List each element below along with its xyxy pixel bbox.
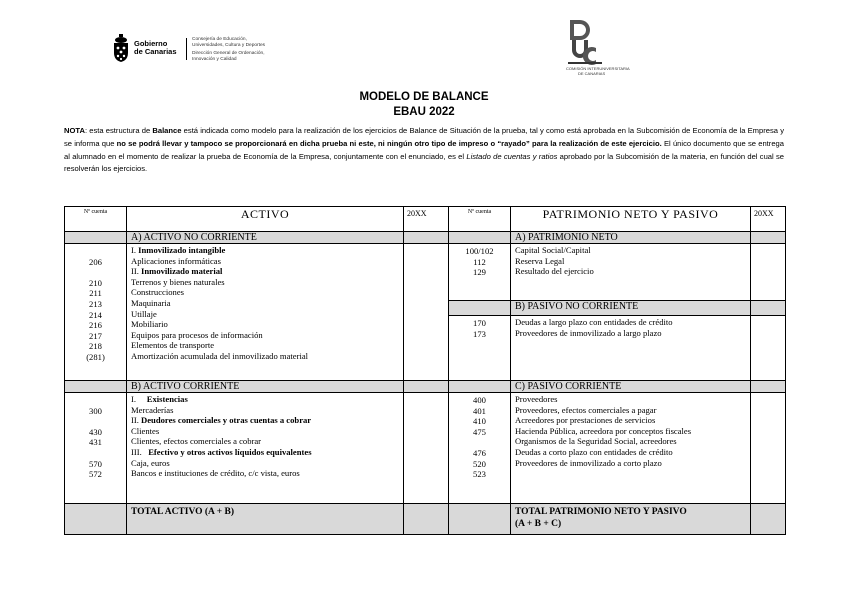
activo-header: ACTIVO [127, 207, 404, 232]
account-code [65, 416, 126, 427]
group-heading: Inmovilizado intangible [138, 245, 226, 255]
account-code: 217 [89, 330, 102, 341]
pasivo-header: PATRIMONIO NETO Y PASIVO [511, 207, 751, 232]
account-item: Aplicaciones informáticas [131, 255, 221, 266]
anc-codes [65, 244, 127, 381]
page-subtitle: EBAU 2022 [393, 106, 455, 118]
dep-line: Dirección General de Ordenación, [192, 51, 265, 57]
balance-table [64, 206, 786, 535]
account-code [449, 437, 510, 448]
account-item: Terrenos y bienes naturales [131, 276, 225, 287]
gobierno-canarias-logo [112, 34, 312, 74]
ac-block-row [65, 393, 786, 504]
page-title: MODELO DE BALANCE [359, 91, 489, 103]
ac-items [127, 393, 404, 504]
account-code: 216 [89, 320, 102, 331]
note-italic: Listado de cuentas y ratios [466, 151, 558, 161]
account-item: Reserva Legal [515, 255, 565, 266]
section-row [65, 381, 786, 393]
account-item: Proveedores [515, 394, 558, 404]
section-activo-nc: A) ACTIVO NO CORRIENTE [127, 232, 404, 244]
total-pasivo-line: TOTAL PATRIMONIO NETO Y PASIVO [515, 507, 687, 517]
section-pasivo-c: C) PASIVO CORRIENTE [511, 381, 751, 393]
section-activo-c: B) ACTIVO CORRIENTE [127, 381, 404, 393]
account-item: Equipos para procesos de información [131, 329, 263, 340]
account-code [65, 267, 126, 278]
account-item: Caja, euros [131, 457, 170, 468]
pnc-codes [449, 316, 511, 381]
account-code: 430 [89, 426, 102, 437]
account-item: Hacienda Pública, acreedora por conceptos fiscales [515, 425, 692, 436]
account-item: Elementos de transporte [131, 340, 215, 351]
note-text: : esta estructura de [84, 126, 153, 135]
account-code: 210 [89, 277, 102, 288]
note-label: NOTA [64, 126, 85, 135]
account-code: 211 [89, 288, 102, 299]
group-heading: Inmovilizado material [141, 266, 223, 277]
ciuc-logo [566, 18, 636, 88]
ac-codes [65, 393, 127, 504]
pn-codes [449, 244, 511, 301]
account-item: I. Inmovilizado intangible [131, 245, 226, 255]
account-code: 572 [89, 469, 102, 480]
pn-items [511, 244, 751, 301]
account-code: 570 [89, 458, 102, 469]
account-item: Amortización acumulada del inmovilizado material [131, 350, 309, 361]
total-row [65, 504, 786, 535]
year-header: 20XX [404, 207, 449, 232]
note-text: aprobado por la Subcomisión de la materia, en función del cual se resolverán los ejercicios. [64, 151, 785, 174]
gob-name-line: Gobierno [134, 39, 168, 48]
note-text: El único documento que se entrega al alumnado en el momento de realizar la prueba de Economía de la Empresa, conjuntamente con el enunciado, es el [64, 138, 784, 161]
section-pn: A) PATRIMONIO NETO [511, 232, 751, 244]
account-item: Mobiliario [131, 319, 168, 330]
group-heading: Deudores comerciales y otras cuentas a cobrar [141, 415, 312, 426]
account-item: Bancos e instituciones de crédito, c/c vista, euros [131, 468, 300, 479]
account-item: Deudas a corto plazo con entidades de crédito [515, 446, 673, 457]
ciuc-emblem-icon [566, 18, 606, 66]
account-item: I. Existencias [131, 394, 188, 404]
account-item: Proveedores de inmovilizado a corto plazo [515, 457, 662, 468]
account-item: Proveedores de inmovilizado a largo plazo [515, 327, 662, 338]
total-activo: TOTAL ACTIVO (A + B) [127, 504, 404, 535]
logo-divider [186, 38, 187, 60]
anc-items [127, 244, 404, 381]
account-item: Deudas a largo plazo con entidades de crédito [515, 317, 673, 327]
gobierno-name [134, 40, 177, 56]
account-item: Resultado del ejercicio [515, 266, 594, 277]
account-item: Construcciones [131, 287, 184, 298]
note-bold: Balance [152, 126, 182, 135]
section-row [65, 232, 786, 244]
account-code: 410 [473, 416, 486, 427]
account-item: Utillaje [131, 308, 157, 319]
account-item: II. Inmovilizado material [131, 266, 223, 277]
pc-codes [449, 393, 511, 504]
department-text [192, 37, 312, 62]
gob-name-line: de Canarias [134, 47, 177, 56]
account-item: Capital Social/Capital [515, 245, 591, 255]
account-item: Mercaderías [131, 404, 174, 415]
account-code: 206 [89, 256, 102, 267]
ciuc-text-line: COMISIÓN INTERUNIVERSITARIA [566, 66, 630, 71]
account-code [65, 246, 126, 257]
note-bold: no se podrá llevar y tampoco se proporcionará en dicha prueba ni este, ni ningún otro tipo de impreso o “rayado” para la realización de este ejercicio. [116, 138, 662, 148]
account-code: 112 [473, 256, 486, 267]
account-item: Proveedores, efectos comerciales a pagar [515, 404, 657, 415]
dep-line: Innovación y Calidad [192, 56, 237, 62]
account-item: III. Efectivo y otros activos líquidos equivalentes [131, 446, 312, 457]
section-pasivo-nc: B) PASIVO NO CORRIENTE [511, 301, 751, 316]
account-item: Maquinaria [131, 297, 171, 308]
account-code: 523 [473, 469, 486, 480]
ciuc-logo-text [566, 66, 630, 76]
group-heading: Efectivo y otros activos líquidos equivalentes [148, 446, 312, 457]
note-paragraph [64, 125, 784, 176]
pnc-items [511, 316, 751, 381]
account-item: Acreedores por prestaciones de servicios [515, 415, 656, 426]
col-num-header: Nº cuenta [449, 207, 511, 232]
account-item: II. Deudores comerciales y otras cuentas a cobrar [131, 415, 312, 426]
account-code: (281) [86, 351, 105, 362]
account-code: 300 [89, 405, 102, 416]
account-item: Clientes [131, 425, 160, 436]
account-code: 129 [473, 267, 486, 278]
dep-line: Consejería de Educación, [192, 37, 247, 42]
account-code: 431 [89, 437, 102, 448]
col-num-header: Nº cuenta [65, 207, 127, 232]
account-item [515, 468, 750, 479]
account-item: Clientes, efectos comerciales a cobrar [131, 436, 262, 447]
note-text: está indicada como modelo para la realización de los ejercicios de Balance de Situación de la prueba, tal y como está aprobada en la Subcomisión de Economía de la Empresa y se informa que [64, 126, 784, 148]
table-header-row [65, 207, 786, 232]
account-code: 173 [473, 328, 486, 339]
account-item: Organismos de la Seguridad Social, acreedores [515, 436, 677, 447]
account-code: 100/102 [465, 246, 494, 256]
account-code: 218 [89, 341, 102, 352]
coat-of-arms-icon [112, 34, 130, 64]
anc-block-row [65, 244, 786, 301]
account-code: 401 [473, 405, 486, 416]
ciuc-text-line: DE CANARIAS [578, 71, 606, 76]
pc-items [511, 393, 751, 504]
total-pasivo [511, 504, 751, 535]
account-code [65, 448, 126, 459]
account-code: 170 [473, 318, 486, 328]
dep-line: Universidades, Cultura y Deportes [192, 42, 266, 48]
account-code: 475 [473, 426, 486, 437]
account-code: 476 [473, 447, 486, 458]
account-code: 214 [89, 309, 102, 320]
account-code: 213 [89, 298, 102, 309]
account-code: 400 [473, 395, 486, 405]
account-code [65, 395, 126, 406]
group-heading: Existencias [146, 394, 188, 404]
total-pasivo-line: (A + B + C) [515, 519, 562, 529]
account-code: 520 [473, 458, 486, 469]
year-header: 20XX [751, 207, 786, 232]
